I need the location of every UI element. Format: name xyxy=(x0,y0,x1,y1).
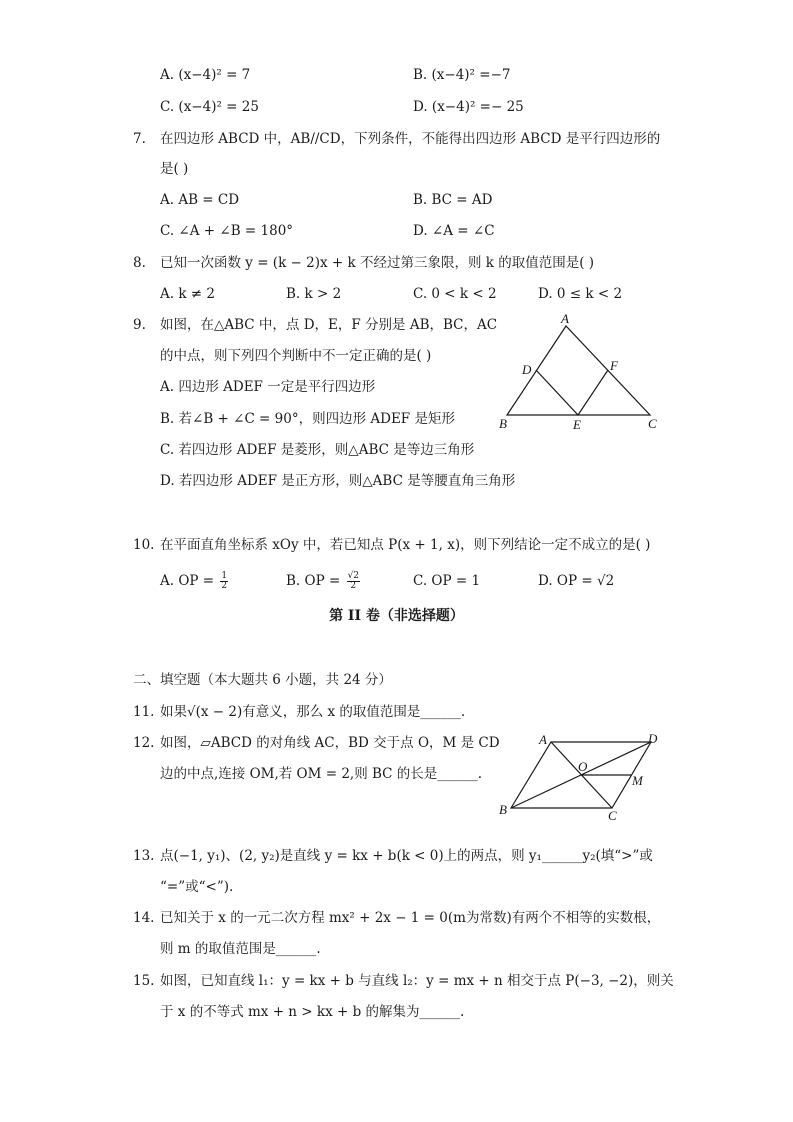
q13-number: 13. xyxy=(133,848,155,864)
q7-stem-line2: 是( ) xyxy=(160,161,189,177)
q7-option-c: C. ∠A + ∠B = 180° xyxy=(160,223,294,239)
label-b: B xyxy=(499,416,507,431)
q9-number: 9. xyxy=(133,317,146,333)
q7-stem-line1: 在四边形 ABCD 中，AB//CD，下列条件，不能得出四边形 ABCD 是平行四边形的 xyxy=(160,131,661,147)
q12-stem-line1: 如图，▱ABCD 的对角线 AC，BD 交于点 O，M 是 CD xyxy=(160,735,500,751)
fraction-denominator: 2 xyxy=(221,581,228,591)
q15-stem-line2: 于 x 的不等式 mx + n > kx + b 的解集为______. xyxy=(160,1004,465,1020)
q11-number: 11. xyxy=(133,704,155,720)
q8-option-d: D. 0 ≤ k < 2 xyxy=(538,286,623,302)
q14-stem-line2: 则 m 的取值范围是______. xyxy=(160,941,321,957)
label-m: M xyxy=(632,773,643,788)
midpoint-segments xyxy=(536,370,608,415)
q12-stem-line2: 边的中点,连接 OM,若 OM = 2,则 BC 的长是______. xyxy=(160,766,483,782)
q6-option-c: C. (x−4)² = 25 xyxy=(160,99,259,115)
fill-in-heading: 二、填空题（本大题共 6 小题，共 24 分） xyxy=(133,672,392,688)
q8-stem: 已知一次函数 y = (k − 2)x + k 不经过第三象限，则 k 的取值范围是( ) xyxy=(160,255,595,271)
q14-number: 14. xyxy=(133,910,155,926)
fraction-numerator: 1 xyxy=(221,571,228,581)
label-f: F xyxy=(610,358,618,373)
q6-option-b: B. (x−4)² =−7 xyxy=(413,67,511,83)
q8-option-c: C. 0 < k < 2 xyxy=(413,286,497,302)
q6-option-a: A. (x−4)² = 7 xyxy=(160,67,251,83)
q12-number: 12. xyxy=(133,735,155,751)
q15-number: 15. xyxy=(133,973,155,989)
fraction-numerator: √2 xyxy=(347,571,360,581)
q9-option-d: D. 若四边形 ADEF 是正方形，则△ABC 是等腰直角三角形 xyxy=(160,473,516,489)
label-d: D xyxy=(522,362,532,377)
q8-number: 8. xyxy=(133,255,146,271)
q8-option-a: A. k ≠ 2 xyxy=(160,286,215,302)
label-b: B xyxy=(499,802,507,817)
q7-option-d: D. ∠A = ∠C xyxy=(413,223,495,239)
section-ii-title: 第 II 卷（非选择题） xyxy=(329,608,464,624)
label-o: O xyxy=(578,759,588,774)
q7-option-a: A. AB = CD xyxy=(160,192,240,208)
q7-number: 7. xyxy=(133,131,146,147)
label-d: D xyxy=(648,731,658,746)
q6-option-d: D. (x−4)² =− 25 xyxy=(413,99,524,115)
q10-number: 10. xyxy=(133,537,155,553)
q10-option-a xyxy=(160,572,228,591)
q9-option-b: B. 若∠B + ∠C = 90°，则四边形 ADEF 是矩形 xyxy=(160,411,455,427)
fraction-denominator: 2 xyxy=(350,581,357,591)
q9-option-a: A. 四边形 ADEF 一定是平行四边形 xyxy=(160,379,376,395)
q9-option-c: C. 若四边形 ADEF 是菱形，则△ABC 是等边三角形 xyxy=(160,442,475,458)
label-a: A xyxy=(561,312,569,326)
q12-parallelogram-figure xyxy=(494,730,664,822)
q10-option-d: D. OP = √2 xyxy=(538,573,615,589)
q10-option-a-prefix: A. OP = xyxy=(160,573,215,589)
label-c: C xyxy=(608,808,617,822)
fraction-root2-over-2 xyxy=(347,572,360,591)
q10-option-c: C. OP = 1 xyxy=(413,573,481,589)
q11-stem: 如果√(x − 2)有意义，那么 x 的取值范围是______. xyxy=(160,704,466,720)
q13-stem-line1: 点(−1, y₁)、(2, y₂)是直线 y = kx + b(k < 0)上的两点，则 y₁______y₂(填“>”或 xyxy=(160,848,653,864)
q13-stem-line2: “=”或“<”). xyxy=(160,879,234,895)
q8-option-b: B. k > 2 xyxy=(286,286,342,302)
label-e: E xyxy=(573,417,581,432)
q9-stem-line2: 的中点，则下列四个判断中不一定正确的是( ) xyxy=(160,348,432,364)
q14-stem-line1: 已知关于 x 的一元二次方程 mx² + 2x − 1 = 0(m为常数)有两个不相等的实数根， xyxy=(160,910,661,926)
q9-stem-line1: 如图，在△ABC 中，点 D，E，F 分别是 AB，BC，AC xyxy=(160,317,498,333)
q10-option-b xyxy=(286,572,360,591)
fraction-one-half xyxy=(220,572,228,591)
label-a: A xyxy=(539,732,547,747)
label-c: C xyxy=(648,416,657,431)
q10-stem: 在平面直角坐标系 xOy 中，若已知点 P(x + 1, x)，则下列结论一定不成立的是( ) xyxy=(160,537,651,553)
q10-option-b-prefix: B. OP = xyxy=(286,573,341,589)
q15-stem-line1: 如图，已知直线 l₁：y = kx + b 与直线 l₂：y = mx + n 相交于点 P(−3, −2)，则关 xyxy=(160,973,674,989)
q7-option-b: B. BC = AD xyxy=(413,192,493,208)
q9-triangle-figure xyxy=(490,312,670,436)
